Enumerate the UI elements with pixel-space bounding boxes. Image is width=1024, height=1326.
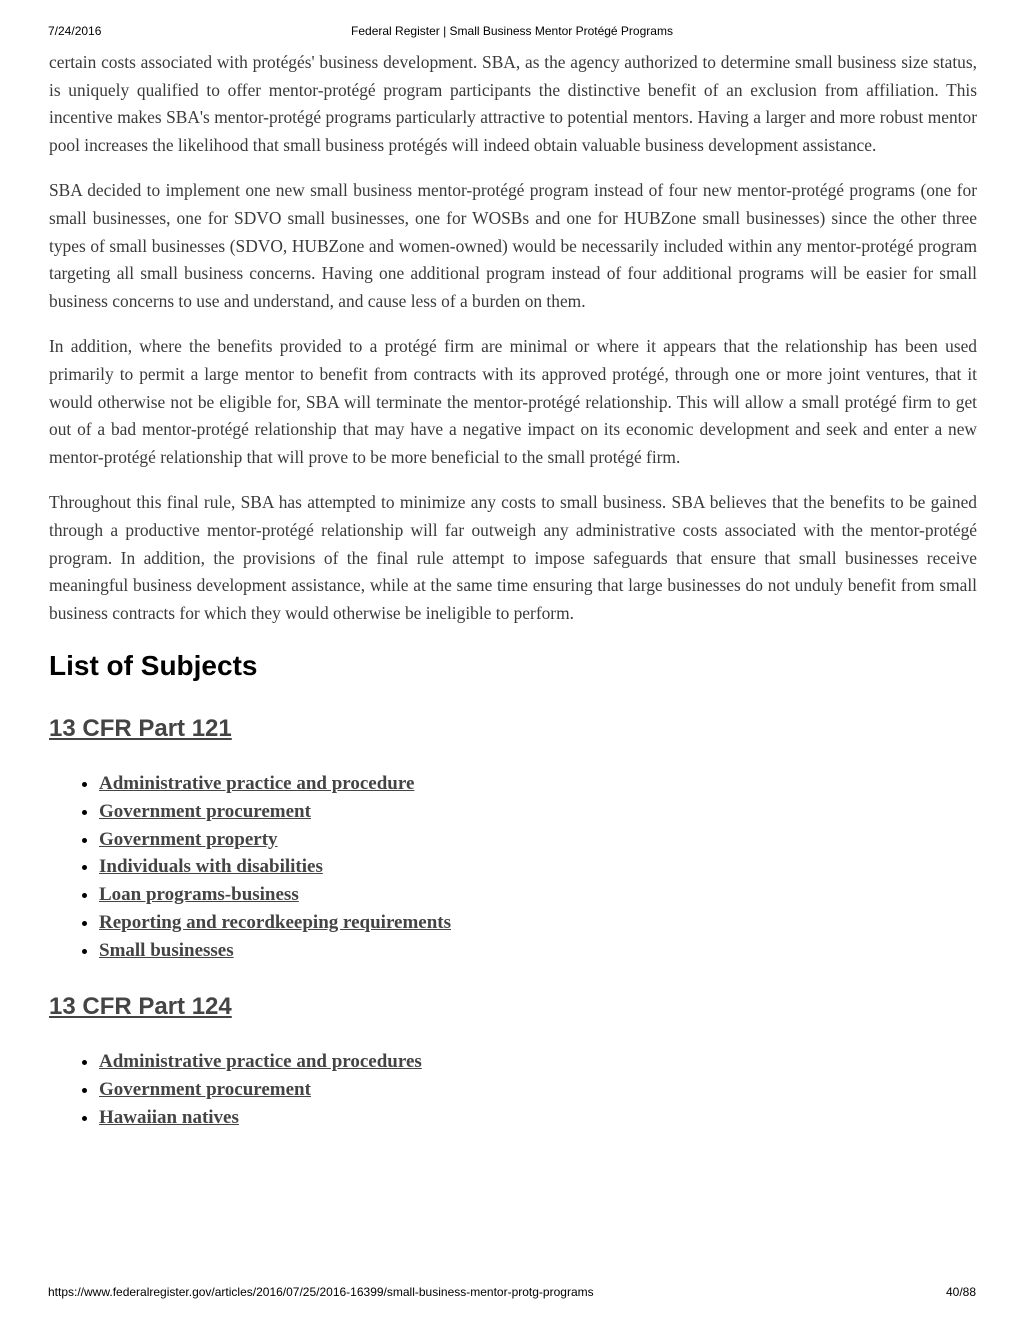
cfr-part-121-heading	[49, 714, 977, 744]
page-url: https://www.federalregister.gov/articles/2016/07/25/2016-16399/small-business-mentor-protg-programs	[48, 1285, 594, 1299]
subject-link[interactable]: Administrative practice and procedures	[99, 1051, 422, 1073]
list-item	[99, 798, 977, 826]
cfr-part-121-link[interactable]: 13 CFR Part 121	[49, 715, 232, 743]
subject-link[interactable]: Government procurement	[99, 800, 311, 822]
list-item	[99, 853, 977, 881]
list-item	[99, 909, 977, 937]
document-body	[49, 49, 977, 1131]
print-footer	[48, 1285, 976, 1301]
list-item	[99, 1076, 977, 1104]
subject-link[interactable]: Small businesses	[99, 939, 234, 961]
cfr-part-124-heading	[49, 992, 977, 1022]
subject-link[interactable]: Individuals with disabilities	[99, 856, 323, 878]
paragraph: Throughout this final rule, SBA has attempted to minimize any costs to small business. SBA believes that the benefits to be gained through a productive mentor-protégé relationship will far outweigh any administrative costs associated with the mentor-protégé program. In addition, the provisions of the final rule attempt to impose safeguards that ensure that small businesses receive meaningful business development assistance, while at the same time ensuring that large businesses do not unduly benefit from small business contracts for which they would otherwise be ineligible to perform.	[49, 492, 977, 623]
print-date: 7/24/2016	[48, 24, 102, 38]
print-title: Federal Register | Small Business Mentor Protégé Programs	[351, 24, 673, 38]
list-of-subjects-heading: List of Subjects	[49, 650, 258, 682]
paragraph: SBA decided to implement one new small business mentor-protégé program instead of four new mentor-protégé programs (one for small businesses, one for SDVO small businesses, one for WOSBs and one for HUBZone small businesses) since the other three types of small businesses (SDVO, HUBZone and women-owned) would be necessarily included within any mentor-protégé program targeting all small business concerns. Having one additional program instead of four additional programs will be easier for small business concerns to use and understand, and cause less of a burden on them.	[49, 180, 977, 311]
list-item	[99, 770, 977, 798]
subject-link[interactable]: Reporting and recordkeeping requirements	[99, 911, 452, 933]
list-item	[99, 1048, 977, 1076]
list-item	[99, 881, 977, 909]
paragraph: certain costs associated with protégés' business development. SBA, as the agency authorized to determine small business size status, is uniquely qualified to offer mentor-protégé program participants the distinctive benefit of an exclusion from affiliation. This incentive makes SBA's mentor-protégé programs particularly attractive to potential mentors. Having a larger and more robust mentor pool increases the likelihood that small business protégés will indeed obtain valuable business development assistance.	[49, 52, 977, 155]
list-item	[99, 1104, 977, 1132]
subject-link[interactable]: Government procurement	[99, 1078, 311, 1100]
page-number: 40/88	[945, 1285, 976, 1299]
cfr-part-124-link[interactable]: 13 CFR Part 124	[49, 993, 232, 1021]
list-item	[99, 937, 977, 965]
paragraph: In addition, where the benefits provided to a protégé firm are minimal or where it appears that the relationship has been used primarily to permit a large mentor to benefit from contracts with its approved protégé, through one or more joint ventures, that it would otherwise not be eligible for, SBA will terminate the mentor-protégé relationship. This will allow a small protégé firm to get out of a bad mentor-protégé relationship that may have a negative impact on its economic development and seek and enter a new mentor-protégé relationship that will prove to be more beneficial to the small protégé firm.	[49, 336, 977, 467]
subject-link[interactable]: Loan programs-business	[99, 884, 299, 906]
subject-link[interactable]: Hawaiian natives	[99, 1106, 239, 1128]
subject-link[interactable]: Government property	[99, 828, 278, 850]
subject-link[interactable]: Administrative practice and procedure	[99, 773, 415, 795]
print-header	[48, 24, 976, 40]
list-item	[99, 826, 977, 854]
cfr-part-121-subject-list	[49, 770, 977, 964]
cfr-part-124-subject-list	[49, 1048, 977, 1131]
